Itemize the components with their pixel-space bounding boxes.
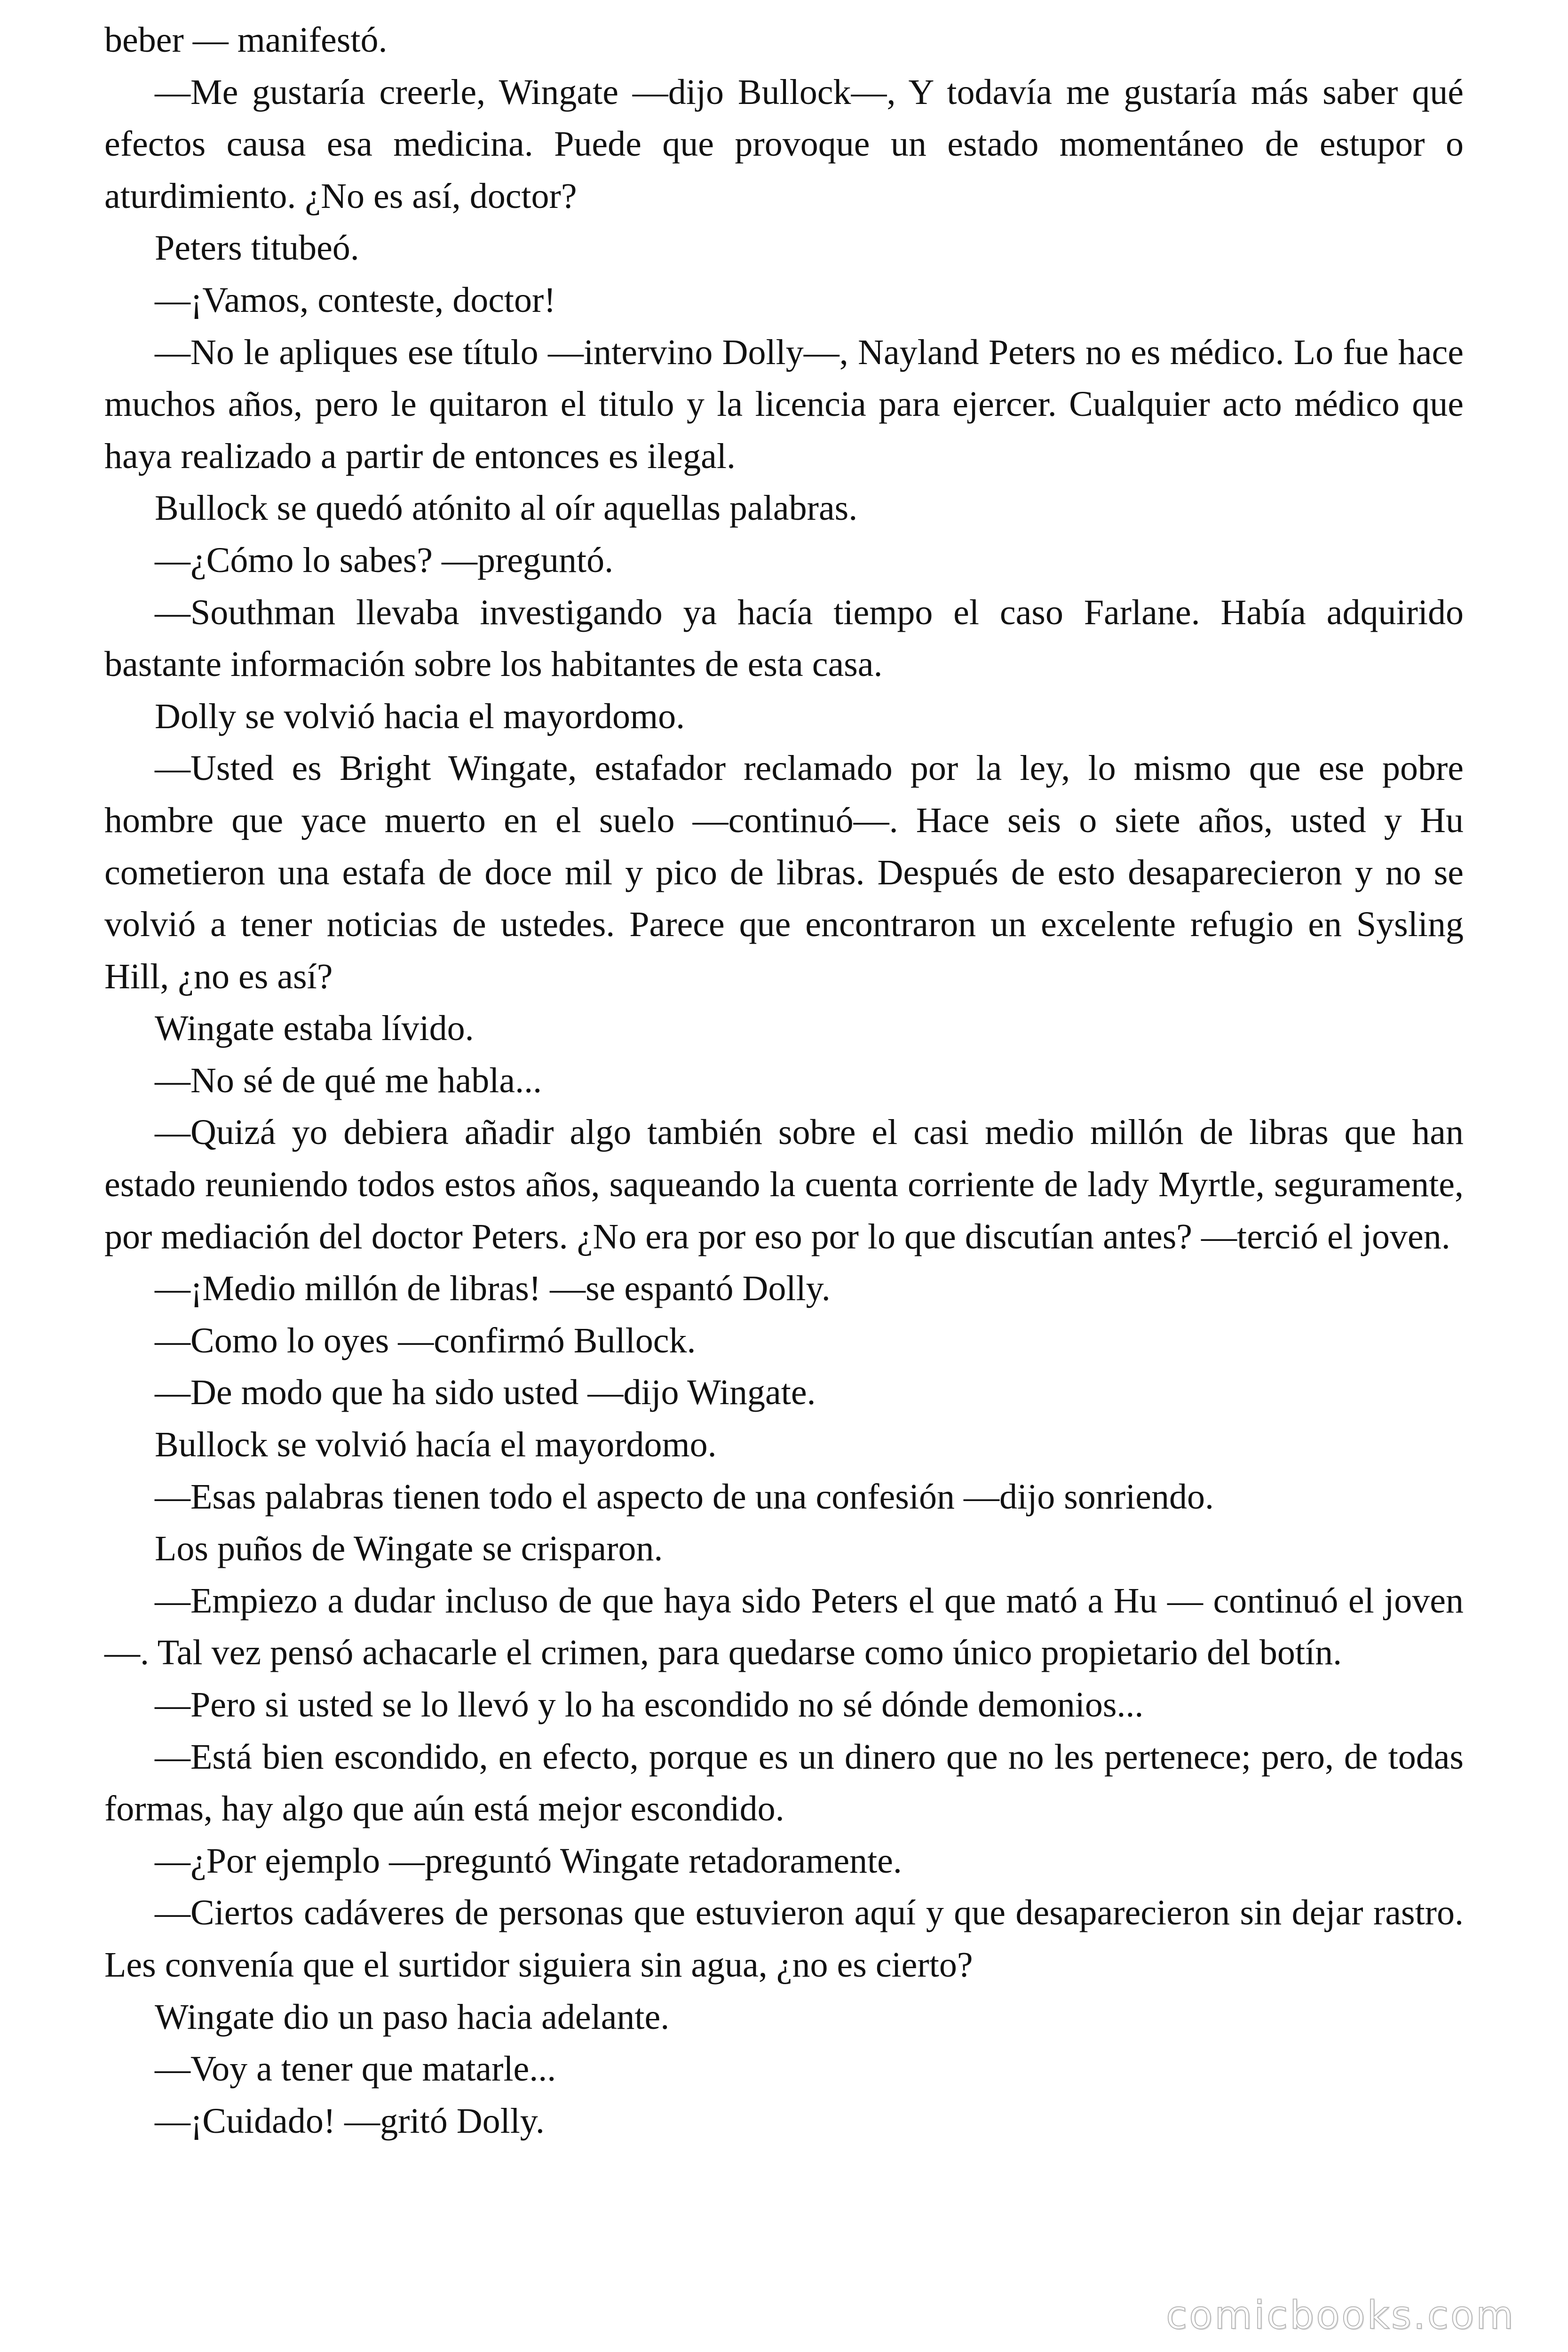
paragraph: —Usted es Bright Wingate, estafador reclamado por la ley, lo mismo que ese pobre hombre que yace muerto en el suelo —continuó—. Hace seis o siete años, usted y Hu cometieron una estafa de doce mil y pico de libras. Después de esto desaparecieron y no se volvió a tener noticias de ustedes. Parece que encontraron un excelente refugio en Sysling Hill, ¿no es así? [104,748,1464,996]
watermark-text: comicbooks.com [1166,2293,1515,2338]
paragraph: —De modo que ha sido usted —dijo Wingate. [155,1373,816,1413]
paragraph: —Me gustaría creerle, Wingate —dijo Bullock—, Y todavía me gustaría más saber qué efectos causa esa medicina. Puede que provoque un estado momentáneo de estupor o aturdimiento. ¿No es así, doctor? [104,72,1464,216]
paragraph: —Pero si usted se lo llevó y lo ha escondido no sé dónde demonios... [155,1685,1144,1724]
paragraph: —¡Medio millón de libras! —se espantó Dolly. [155,1269,831,1309]
page-body [104,14,1464,2147]
paragraph: Peters titubeó. [155,228,359,268]
paragraph: —Empiezo a dudar incluso de que haya sido Peters el que mató a Hu — continuó el joven—. Tal vez pensó achacarle el crimen, para quedarse como único propietario del botín. [104,1581,1464,1673]
paragraph: —¿Por ejemplo —preguntó Wingate retadoramente. [155,1841,902,1881]
paragraph: —Esas palabras tienen todo el aspecto de una confesión —dijo sonriendo. [155,1477,1214,1517]
paragraph: —Ciertos cadáveres de personas que estuvieron aquí y que desaparecieron sin dejar rastro. Les convenía que el surtidor siguiera sin agua, ¿no es cierto? [104,1893,1464,1985]
paragraph: Los puños de Wingate se crisparon. [155,1529,663,1569]
paragraph: —Voy a tener que matarle... [155,2049,556,2089]
paragraph: —No sé de qué me habla... [155,1060,542,1100]
paragraph: —¡Cuidado! —gritó Dolly. [155,2101,545,2141]
paragraph: —¡Vamos, conteste, doctor! [155,280,556,320]
paragraph: beber — manifestó. [104,20,388,60]
paragraph: Dolly se volvió hacia el mayordomo. [155,696,685,736]
paragraph: —Southman llevaba investigando ya hacía tiempo el caso Farlane. Había adquirido bastante información sobre los habitantes de esta casa. [104,592,1464,684]
paragraph: —Está bien escondido, en efecto, porque es un dinero que no les pertenece; pero, de todas formas, hay algo que aún está mejor escondido. [104,1737,1464,1829]
paragraph: Wingate estaba lívido. [155,1009,474,1049]
paragraph: —No le apliques ese título —intervino Dolly—, Nayland Peters no es médico. Lo fue hace muchos años, pero le quitaron el titulo y la licencia para ejercer. Cualquier acto médico que haya realizado a partir de entonces es ilegal. [104,332,1464,476]
paragraph: —Como lo oyes —confirmó Bullock. [155,1320,696,1360]
paragraph: —¿Cómo lo sabes? —preguntó. [155,540,614,580]
paragraph: Wingate dio un paso hacia adelante. [155,1997,670,2037]
paragraph: Bullock se quedó atónito al oír aquellas palabras. [155,488,858,528]
paragraph: Bullock se volvió hacía el mayordomo. [155,1425,717,1465]
paragraph: —Quizá yo debiera añadir algo también sobre el casi medio millón de libras que han estado reuniendo todos estos años, saqueando la cuenta corriente de lady Myrtle, seguramente, por mediación del doctor Peters. ¿No era por eso por lo que discutían antes? —terció el joven. [104,1112,1464,1256]
